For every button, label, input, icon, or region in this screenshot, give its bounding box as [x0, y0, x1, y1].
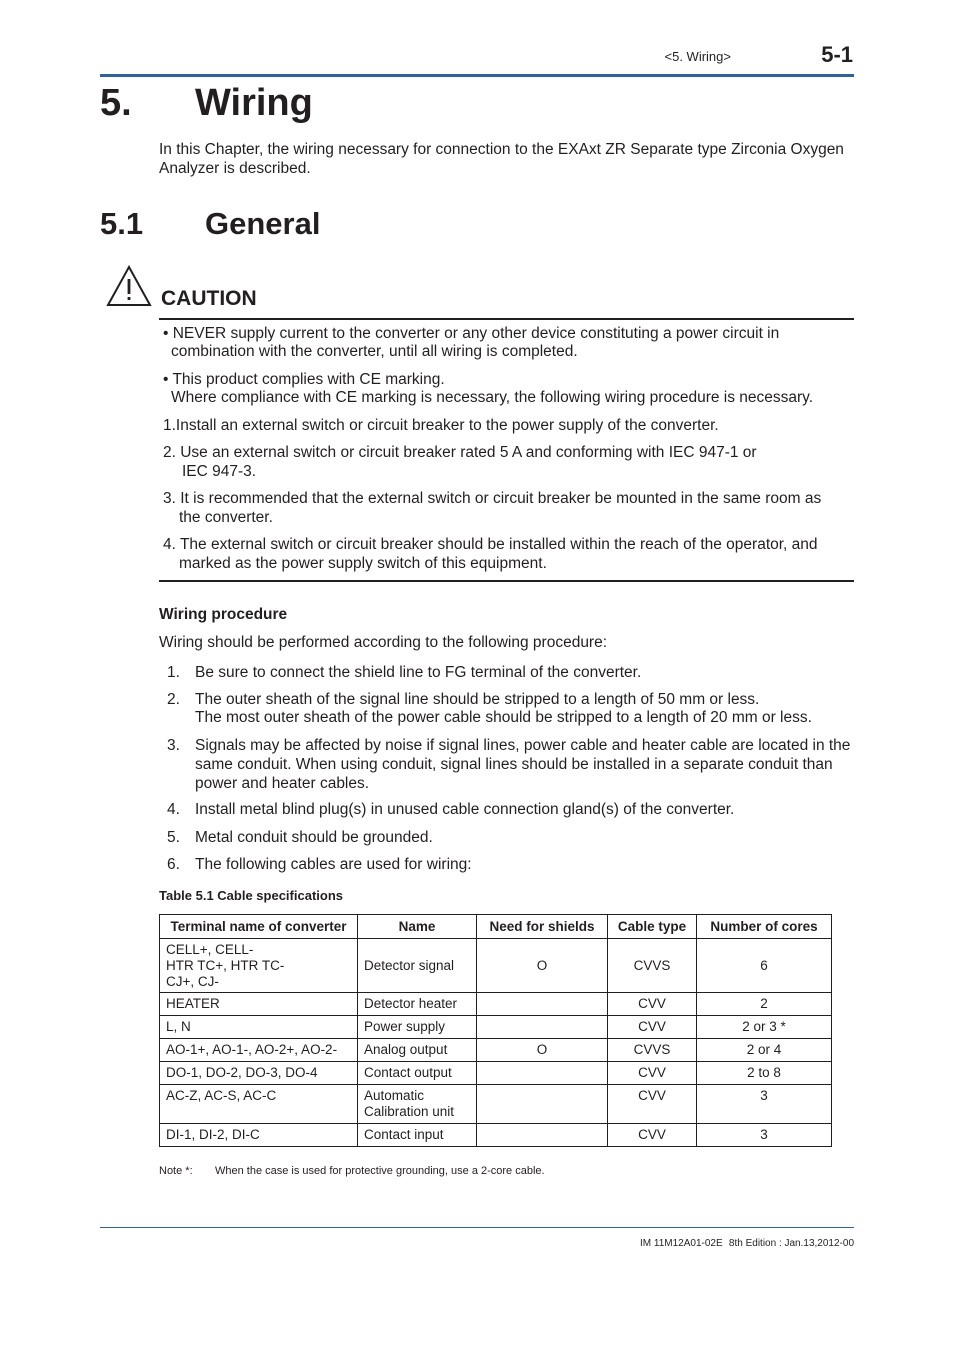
- section-title: General: [205, 206, 321, 241]
- step-number: 2.: [167, 691, 180, 708]
- step-number: 3.: [167, 737, 180, 754]
- cable-type-cell: CVV: [608, 1124, 697, 1147]
- caution-line: 1.Install an external switch or circuit breaker to the power supply of the converter.: [163, 417, 719, 434]
- table-row: [160, 1085, 832, 1124]
- caution-line: 3. It is recommended that the external switch or circuit breaker be mounted in the same room as: [163, 490, 822, 507]
- section-number: 5.1: [100, 206, 144, 241]
- cores-cell: 6: [697, 939, 832, 993]
- terminal-line: CELL+, CELL-: [166, 941, 254, 957]
- cores-cell: 3: [697, 1085, 832, 1124]
- chapter-intro: In this Chapter, the wiring necessary for connection to the EXAxt ZR Separate type Zirconia Oxygen Analyzer is described.: [159, 141, 844, 177]
- caution-line: • NEVER supply current to the converter or any other device constituting a power circuit in: [163, 325, 780, 342]
- shield-cell: [477, 1085, 608, 1124]
- column-header: Terminal name of converter: [160, 915, 358, 939]
- procedure-heading: Wiring procedure: [159, 606, 288, 623]
- terminal-cell: DI-1, DI-2, DI-C: [160, 1124, 358, 1147]
- terminal-line: HTR TC+, HTR TC-: [166, 957, 285, 973]
- table-caption: Table 5.1 Cable specifications: [159, 888, 343, 903]
- caution-line: the converter.: [179, 509, 273, 526]
- shield-cell: O: [477, 939, 608, 993]
- caution-line: 4. The external switch or circuit breaker should be installed within the reach of the operator, and: [163, 536, 818, 553]
- note-label: Note *:: [159, 1165, 193, 1177]
- header-rule: [100, 74, 854, 77]
- table-row: [160, 1016, 832, 1039]
- step-number: 5.: [167, 829, 180, 846]
- cores-cell: 2 or 3 *: [697, 1016, 832, 1039]
- terminal-cell: HEATER: [160, 993, 358, 1016]
- shield-cell: O: [477, 1039, 608, 1062]
- table-row: [160, 1039, 832, 1062]
- terminal-cell: AC-Z, AC-S, AC-C: [160, 1085, 358, 1124]
- cable-type-cell: CVV: [608, 1085, 697, 1124]
- name-line: Calibration unit: [364, 1104, 455, 1119]
- chapter-number: 5.: [100, 82, 132, 124]
- cable-type-cell: CVVS: [608, 1039, 697, 1062]
- step-text: Install metal blind plug(s) in unused cable connection gland(s) of the converter.: [195, 801, 735, 818]
- column-header: Name: [358, 915, 477, 939]
- terminal-cell: AO-1+, AO-1-, AO-2+, AO-2-: [160, 1039, 358, 1062]
- shield-cell: [477, 1124, 608, 1147]
- cable-spec-table: [159, 914, 832, 1147]
- shield-cell: [477, 1016, 608, 1039]
- name-line: Automatic: [364, 1088, 425, 1103]
- cable-type-cell: CVV: [608, 1016, 697, 1039]
- shield-cell: [477, 993, 608, 1016]
- step-text: The following cables are used for wiring:: [195, 856, 472, 873]
- terminal-line: CJ+, CJ-: [166, 973, 219, 989]
- table-header-row: [160, 915, 832, 939]
- cores-cell: 2 to 8: [697, 1062, 832, 1085]
- column-header: Number of cores: [697, 915, 832, 939]
- step-number: 1.: [167, 664, 180, 681]
- cores-cell: 3: [697, 1124, 832, 1147]
- terminal-cell: [160, 939, 358, 993]
- name-cell: Power supply: [358, 1016, 477, 1039]
- column-header: Cable type: [608, 915, 697, 939]
- name-cell: [358, 1085, 477, 1124]
- caution-line: 2. Use an external switch or circuit breaker rated 5 A and conforming with IEC 947-1 or: [163, 444, 757, 461]
- footer-rule: [100, 1227, 854, 1228]
- chapter-title: Wiring: [195, 82, 313, 124]
- step-text: Be sure to connect the shield line to FG terminal of the converter.: [195, 664, 642, 681]
- step-text: Signals may be affected by noise if signal lines, power cable and heater cable are located in the same conduit. When using conduit, signal lines should be installed in a separate conduit than power and heater cables.: [195, 737, 851, 792]
- caution-line: combination with the converter, until all wiring is completed.: [171, 343, 578, 360]
- procedure-lead: Wiring should be performed according to the following procedure:: [159, 634, 608, 651]
- page-number: 5-1: [821, 42, 853, 67]
- caution-line: IEC 947-3.: [182, 463, 257, 480]
- caution-line: Where compliance with CE marking is necessary, the following wiring procedure is necessary.: [171, 389, 814, 406]
- caution-heading: CAUTION: [161, 287, 257, 310]
- cable-type-cell: CVV: [608, 993, 697, 1016]
- shield-cell: [477, 1062, 608, 1085]
- cores-cell: 2 or 4: [697, 1039, 832, 1062]
- table-row: [160, 939, 832, 993]
- cable-type-cell: CVVS: [608, 939, 697, 993]
- step-text: Metal conduit should be grounded.: [195, 829, 433, 846]
- terminal-cell: L, N: [160, 1016, 358, 1039]
- terminal-cell: DO-1, DO-2, DO-3, DO-4: [160, 1062, 358, 1085]
- note-text: When the case is used for protective grounding, use a 2-core cable.: [215, 1165, 545, 1177]
- table-row: [160, 993, 832, 1016]
- caution-line: marked as the power supply switch of this equipment.: [179, 555, 547, 572]
- column-header: Need for shields: [477, 915, 608, 939]
- caution-top-rule: [159, 318, 854, 320]
- name-cell: Contact output: [358, 1062, 477, 1085]
- name-cell: Analog output: [358, 1039, 477, 1062]
- caution-line: • This product complies with CE marking.: [163, 371, 445, 388]
- cores-cell: 2: [697, 993, 832, 1016]
- footer-doc-number: IM 11M12A01-02E: [640, 1238, 723, 1249]
- cable-type-cell: CVV: [608, 1062, 697, 1085]
- caution-bottom-rule: [159, 580, 854, 582]
- footer-edition: 8th Edition : Jan.13,2012-00: [728, 1238, 854, 1249]
- table-row: [160, 1062, 832, 1085]
- step-number: 4.: [167, 801, 180, 818]
- name-cell: Contact input: [358, 1124, 477, 1147]
- name-cell: Detector signal: [358, 939, 477, 993]
- table-row: [160, 1124, 832, 1147]
- name-cell: Detector heater: [358, 993, 477, 1016]
- warning-triangle-icon: [106, 265, 152, 307]
- running-header-section: <5. Wiring>: [664, 49, 731, 64]
- step-text: The outer sheath of the signal line should be stripped to a length of 50 mm or less.: [195, 691, 760, 708]
- step-number: 6.: [167, 856, 180, 873]
- step-text-continued: The most outer sheath of the power cable should be stripped to a length of 20 mm or less.: [195, 709, 812, 726]
